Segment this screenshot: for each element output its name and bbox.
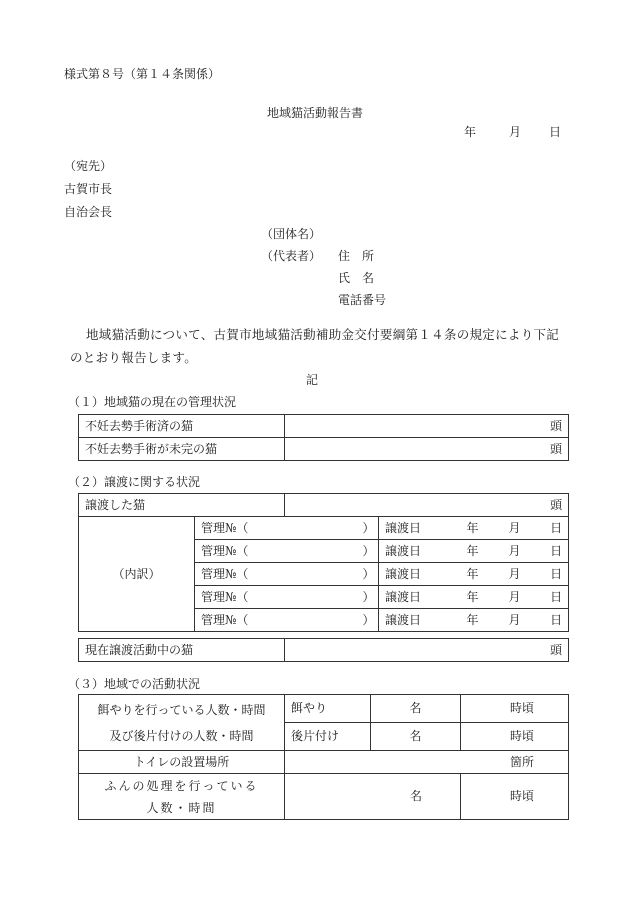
feeding-time-unit: 時頃 [461,695,569,723]
mgmt-no-close: ） [357,563,379,586]
feces-count-unit: 名 [285,774,461,820]
toilet-location-unit: 箇所 [285,751,569,774]
representative-label: （代表者） [261,249,322,263]
toilet-location-label: トイレの設置場所 [79,751,285,774]
current-transfer-label: 現在譲渡活動中の猫 [79,639,285,662]
mgmt-no-close: ） [357,586,379,609]
feeding-count-unit: 名 [371,695,461,723]
document-title: 地域猫活動報告書 [266,106,363,120]
spayed-cats-unit: 頭 [285,415,569,438]
feeding-label-line1: 餌やりを行っている人数・時間 [97,702,266,717]
transfer-date-label: 譲渡日 [379,563,439,586]
feces-time-unit: 時頃 [461,774,569,820]
transfer-day: 日 [527,609,569,632]
addressee-council: 自治会長 [64,205,113,219]
section2-table [78,493,569,632]
transfer-month: 月 [485,586,527,609]
section3-table [78,694,569,820]
group-name-label: （団体名） [261,227,322,241]
table-row [79,639,569,662]
table-row [79,494,569,517]
transfer-month: 月 [485,517,527,540]
mgmt-no-label: 管理№（ [195,609,285,632]
transferred-cats-label: 譲渡した猫 [79,494,285,517]
transfer-day: 日 [527,563,569,586]
mgmt-no-label: 管理№（ [195,540,285,563]
spayed-cats-label: 不妊去勢手術済の猫 [79,415,285,438]
table-row [79,517,569,540]
table-row [79,695,569,723]
transfer-year: 年 [439,563,485,586]
cleanup-count-unit: 名 [371,723,461,751]
section1-heading: （１）地域猫の現在の管理状況 [68,395,237,409]
cleanup-time-unit: 時頃 [461,723,569,751]
feces-label-line1: ふんの処理を行っている [104,778,259,793]
transfer-year: 年 [439,609,485,632]
transfer-year: 年 [439,586,485,609]
addressee-label: （宛先） [64,159,113,173]
name-label: 氏 名 [338,271,375,285]
cleanup-label: 後片付け [285,723,371,751]
date-month-label: 月 [509,125,522,139]
transfer-month: 月 [485,609,527,632]
addressee-mayor: 古賀市長 [64,182,113,196]
table-row [79,774,569,820]
transfer-day: 日 [527,586,569,609]
transfer-date-label: 譲渡日 [379,609,439,632]
form-number: 様式第８号（第１４条関係） [64,67,221,81]
table-row [79,438,569,461]
transfer-date-label: 譲渡日 [379,586,439,609]
current-transfer-unit: 頭 [285,639,569,662]
date-year-label: 年 [464,125,477,139]
feeding-cleanup-label [79,695,285,751]
unspayed-cats-label: 不妊去勢手術が未完の猫 [79,438,285,461]
feeding-label-line2: 及び後片付けの人数・時間 [109,728,254,743]
transfer-month: 月 [485,563,527,586]
table-row [79,415,569,438]
transfer-year: 年 [439,517,485,540]
transfer-date-label: 譲渡日 [379,517,439,540]
current-transfer-table [78,638,569,662]
transfer-day: 日 [527,517,569,540]
transfer-day: 日 [527,540,569,563]
ki-heading: 記 [306,373,319,387]
feces-disposal-label [79,774,285,820]
transfer-year: 年 [439,540,485,563]
feces-label-line2: 人数・時間 [146,800,217,815]
mgmt-no-label: 管理№（ [195,563,285,586]
breakdown-label: （内訳） [79,517,195,632]
unspayed-cats-unit: 頭 [285,438,569,461]
transfer-date-label: 譲渡日 [379,540,439,563]
section1-table [78,414,569,461]
mgmt-no-label: 管理№（ [195,517,285,540]
phone-label: 電話番号 [338,293,387,307]
table-row [79,751,569,774]
feeding-label: 餌やり [285,695,371,723]
section3-heading: （３）地域での活動状況 [68,677,201,691]
mgmt-no-close: ） [357,609,379,632]
mgmt-no-close: ） [357,540,379,563]
section2-heading: （２）譲渡に関する状況 [68,475,201,489]
address-label: 住 所 [338,249,375,263]
mgmt-no-label: 管理№（ [195,586,285,609]
body-paragraph: 地域猫活動について、古賀市地域猫活動補助金交付要綱第１４条の規定により下記のとおり報告します。 [70,327,560,365]
date-day-label: 日 [549,125,562,139]
mgmt-no-close: ） [357,517,379,540]
transfer-month: 月 [485,540,527,563]
transferred-cats-unit: 頭 [285,494,569,517]
